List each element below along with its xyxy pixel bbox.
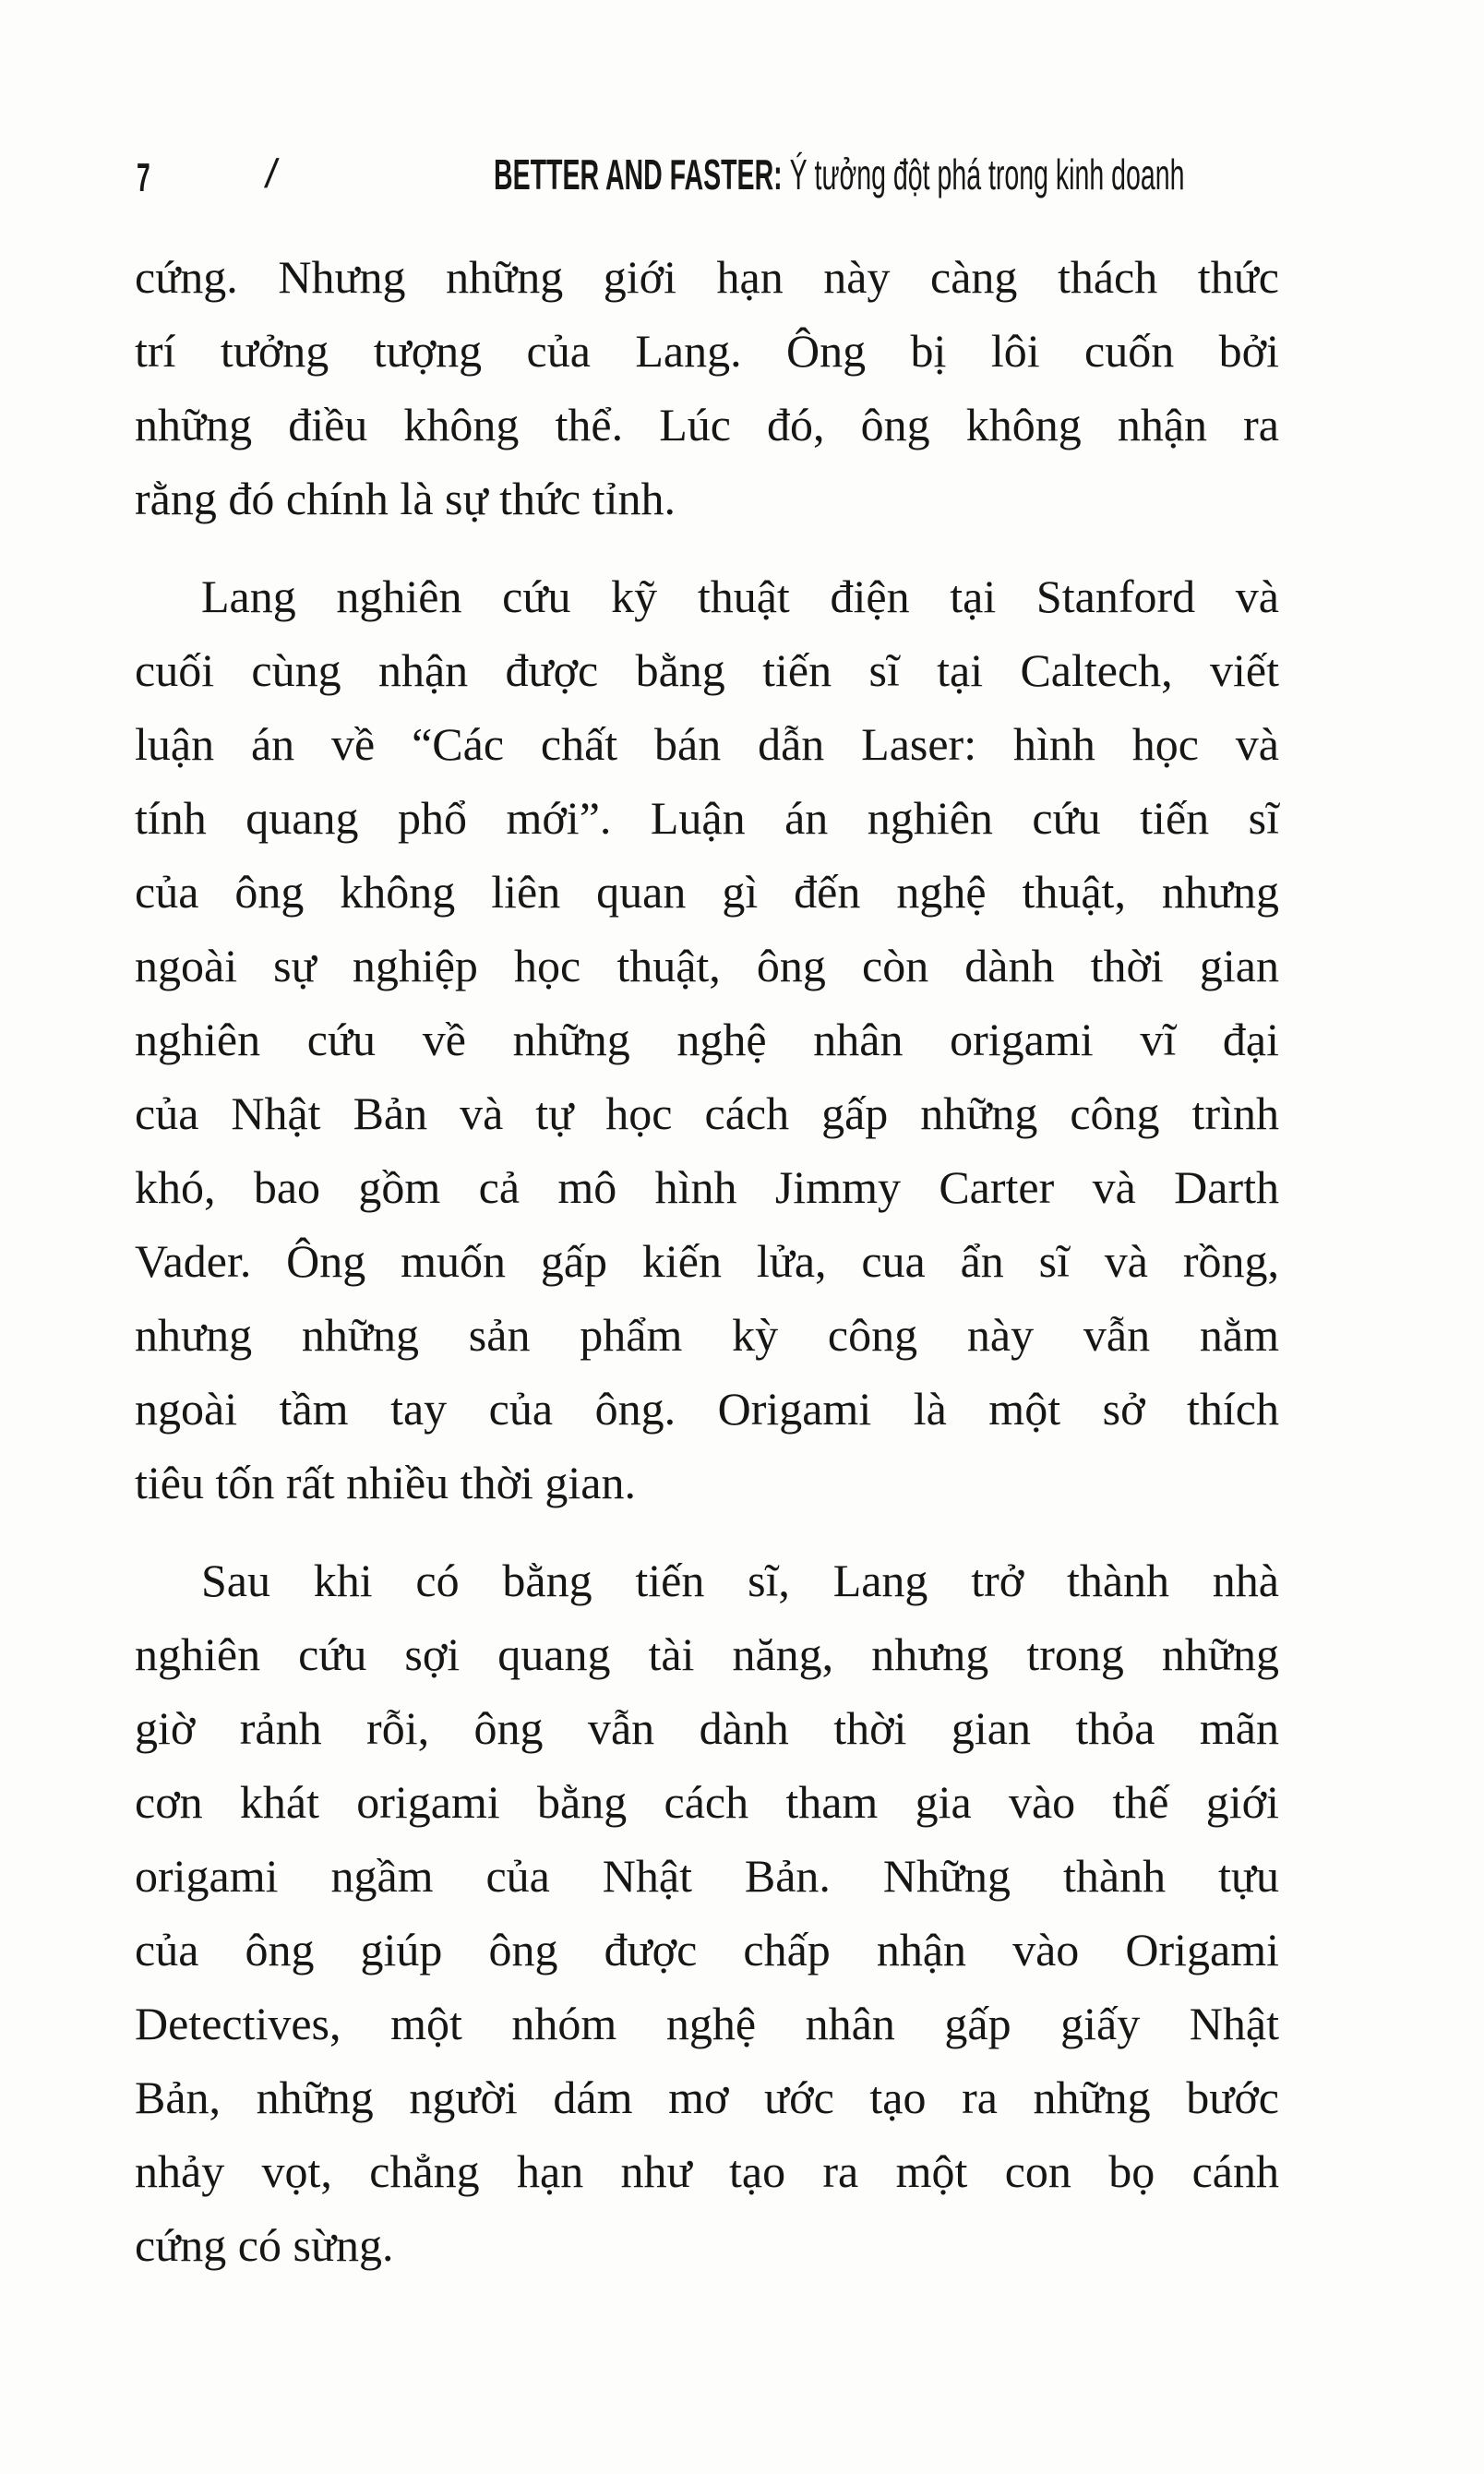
text-line: tính quang phổ mới”. Luận án nghiên cứu tiến sĩ bbox=[135, 792, 1279, 844]
text-line: của Nhật Bản và tự học cách gấp những công trình bbox=[135, 1087, 1279, 1139]
book-title-bold: BETTER AND FASTER: bbox=[494, 150, 783, 198]
text-line: rằng đó chính là sự thức tỉnh. bbox=[135, 473, 676, 524]
text-line: cơn khát origami bằng cách tham gia vào thế giới bbox=[135, 1776, 1279, 1828]
paragraph bbox=[135, 559, 1279, 1519]
text-line: Bản, những người dám mơ ước tạo ra những bước bbox=[135, 2072, 1279, 2123]
text-line: khó, bao gồm cả mô hình Jimmy Carter và Darth bbox=[135, 1161, 1279, 1213]
text-line: nghiên cứu về những nghệ nhân origami vĩ đại bbox=[135, 1014, 1279, 1065]
text-line: của ông giúp ông được chấp nhận vào Origami bbox=[135, 1924, 1279, 1976]
text-line: nghiên cứu sợi quang tài năng, nhưng trong những bbox=[135, 1628, 1279, 1680]
paragraph bbox=[135, 240, 1279, 535]
book-title-subtitle: Ý tưởng đột phá trong kinh doanh bbox=[782, 150, 1185, 198]
text-line: nhảy vọt, chẳng hạn như tạo ra một con bọ cánh bbox=[135, 2145, 1279, 2197]
text-line: ngoài tầm tay của ông. Origami là một sở thích bbox=[135, 1383, 1279, 1435]
text-line: của ông không liên quan gì đến nghệ thuật, nhưng bbox=[135, 866, 1279, 918]
book-title bbox=[494, 150, 1184, 199]
page-body bbox=[135, 240, 1279, 2282]
text-line: trí tưởng tượng của Lang. Ông bị lôi cuốn bởi bbox=[135, 325, 1279, 377]
text-line: Vader. Ông muốn gấp kiến lửa, cua ẩn sĩ và rồng, bbox=[135, 1235, 1279, 1287]
page-number: 7 bbox=[137, 155, 150, 200]
text-line: Lang nghiên cứu kỹ thuật điện tại Stanford và bbox=[201, 570, 1279, 622]
text-line: ngoài sự nghiệp học thuật, ông còn dành thời gian bbox=[135, 940, 1279, 991]
text-line: nhưng những sản phẩm kỳ công này vẫn nằm bbox=[135, 1309, 1279, 1361]
text-line: những điều không thể. Lúc đó, ông không nhận ra bbox=[135, 399, 1279, 450]
paragraph bbox=[135, 1543, 1279, 2282]
text-line: origami ngầm của Nhật Bản. Những thành tựu bbox=[135, 1850, 1279, 1902]
text-line: Sau khi có bằng tiến sĩ, Lang trở thành nhà bbox=[201, 1555, 1279, 1606]
text-line: cứng có sừng. bbox=[135, 2219, 394, 2271]
text-line: cứng. Nhưng những giới hạn này càng thách thức bbox=[135, 251, 1279, 303]
header-separator: / bbox=[262, 151, 281, 197]
text-line: Detectives, một nhóm nghệ nhân gấp giấy Nhật bbox=[135, 1998, 1279, 2049]
text-line: tiêu tốn rất nhiều thời gian. bbox=[135, 1457, 636, 1508]
text-line: giờ rảnh rỗi, ông vẫn dành thời gian thỏa mãn bbox=[135, 1702, 1279, 1754]
running-header bbox=[0, 138, 1484, 203]
text-line: cuối cùng nhận được bằng tiến sĩ tại Caltech, viết bbox=[135, 644, 1279, 696]
text-line: luận án về “Các chất bán dẫn Laser: hình học và bbox=[135, 718, 1279, 770]
